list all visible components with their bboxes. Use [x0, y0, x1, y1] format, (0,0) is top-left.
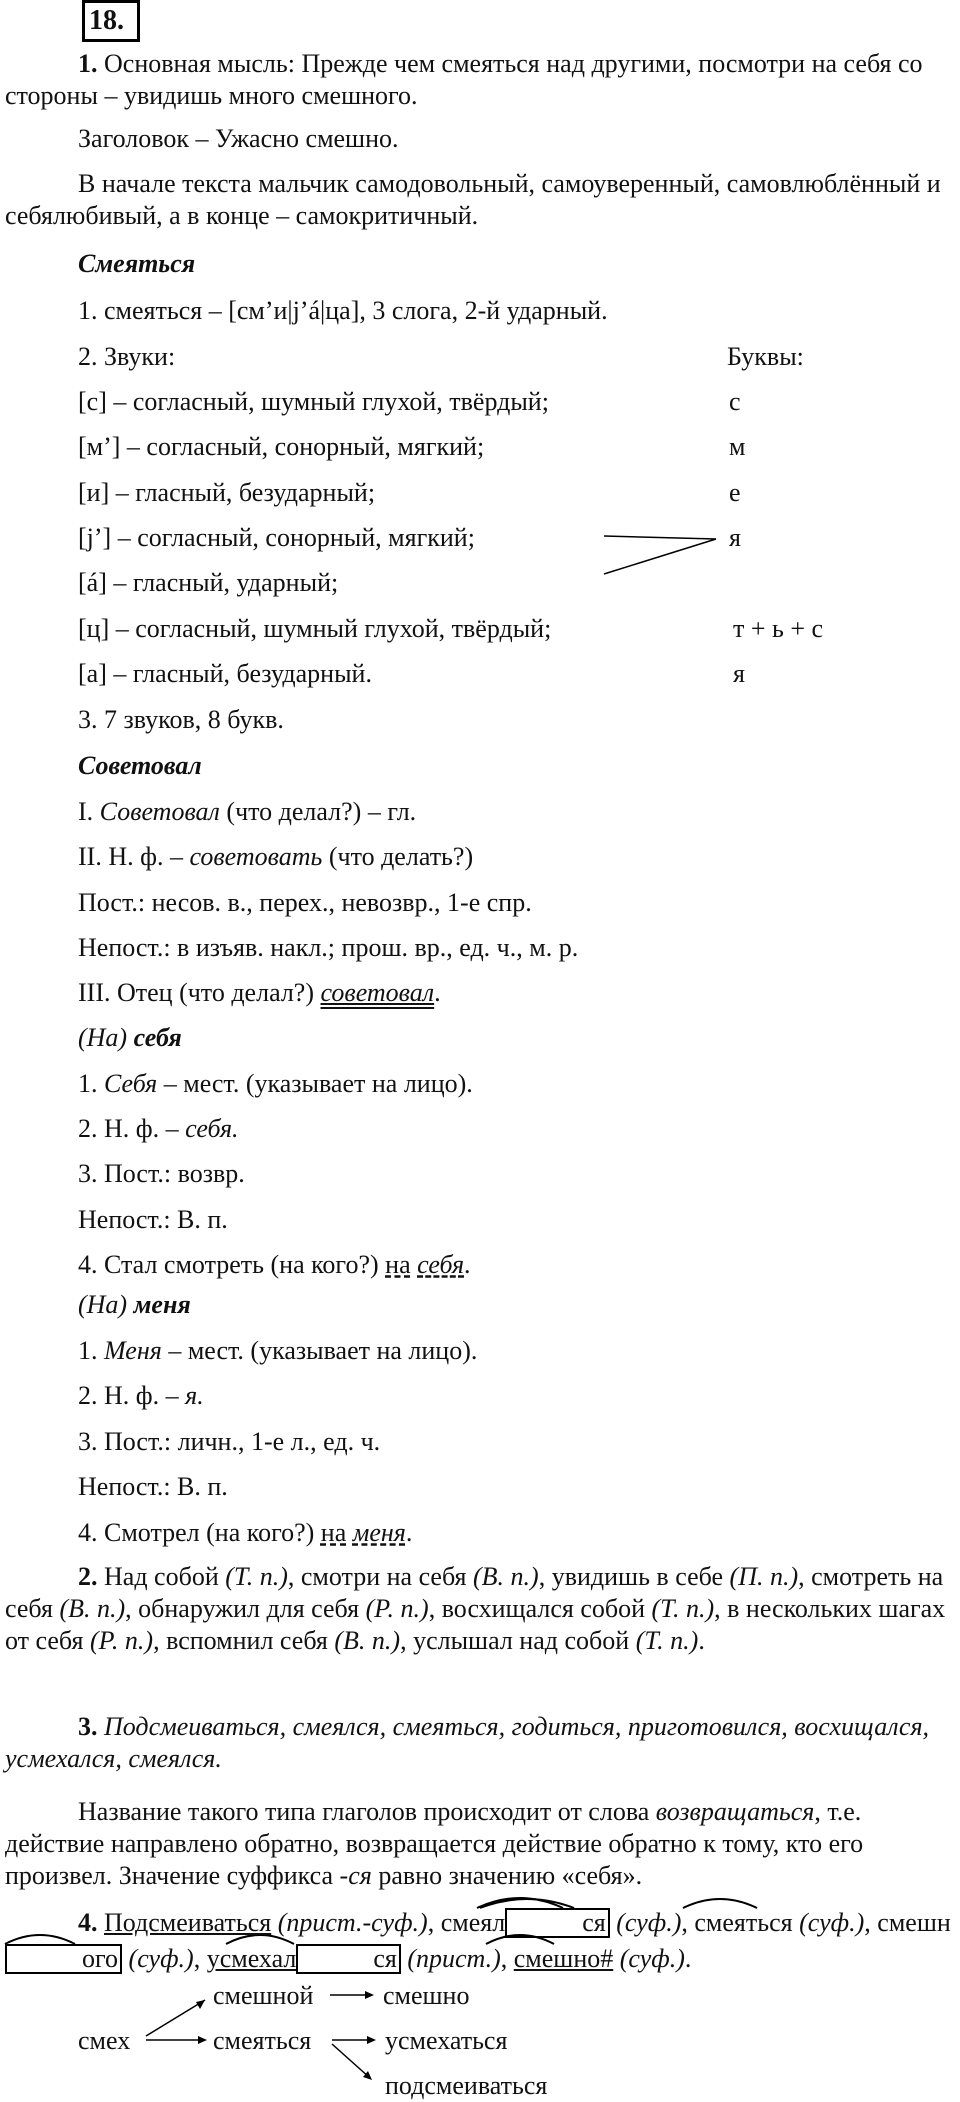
verb-list: Подсмеиваться, смеялся, смеяться, годиться, приготовился, восхищался, усмехался, смеялся.	[5, 1712, 930, 1773]
scheme-word: смеяться	[213, 2026, 312, 2055]
object: на	[385, 1250, 411, 1279]
text: .	[405, 1518, 413, 1547]
word: возвращаться	[655, 1797, 815, 1826]
letters-header: Буквы:	[727, 342, 804, 371]
menya-line-3: 3. Пост.: личн., 1-е л., ед. ч.	[78, 1427, 381, 1456]
sounds-header: 2. Звуки:	[78, 342, 176, 371]
word: смеял	[440, 1908, 506, 1937]
sound-row: [а] – гласный, безударный.	[78, 659, 372, 688]
transcription: 1. смеяться – [см’и|j’á|ца], 3 слога, 2-й ударный.	[78, 296, 608, 325]
text: I.	[78, 797, 100, 826]
text: ,	[681, 1908, 695, 1937]
text: – мест. (указывает на лицо).	[157, 1069, 473, 1098]
sovetoval-line-3: Пост.: несов. в., перех., невозвр., 1-е спр.	[78, 888, 532, 917]
text: .	[684, 1944, 692, 1973]
case-label: (В. п.)	[473, 1562, 539, 1591]
text: 2. Н. ф. –	[78, 1114, 186, 1143]
scheme-root: смех	[78, 2026, 131, 2055]
word: меня	[133, 1290, 191, 1319]
cases-paragraph	[5, 1561, 960, 1657]
word: Себя	[104, 1069, 158, 1098]
text: .	[464, 1250, 471, 1279]
paragraph-number: 4.	[78, 1908, 98, 1937]
note: (суф.)	[122, 1944, 194, 1973]
object: на	[320, 1518, 347, 1547]
text: , услышал над собой	[400, 1626, 636, 1655]
main-idea-text: Основная мысль: Прежде чем смеяться над другими, посмотри на себя со стороны – увидишь много смешного.	[5, 49, 923, 110]
note: (суф.)	[792, 1908, 865, 1937]
text: .	[698, 1626, 705, 1655]
letter-cell: е	[729, 478, 741, 507]
scheme-arrow	[332, 2044, 370, 2078]
sound-letter-connector	[604, 539, 716, 574]
text: .	[434, 978, 441, 1007]
text: Название такого типа глаголов происходит от слова	[78, 1797, 656, 1826]
object: себя	[417, 1250, 465, 1279]
menya-line-4: Непост.: В. п.	[78, 1472, 228, 1501]
word: смешн	[877, 1908, 951, 1937]
suffix: -ся	[339, 1861, 372, 1890]
text: ,	[427, 1908, 441, 1937]
text: , увидишь в себе	[538, 1562, 730, 1591]
text: II. Н. ф. –	[78, 842, 190, 871]
paragraph-number: 3.	[78, 1712, 98, 1741]
scheme-word: смешной	[213, 1981, 314, 2010]
text: 4. Смотрел (на кого?)	[78, 1518, 321, 1547]
menya-line-1	[78, 1335, 477, 1367]
text: – мест. (указывает на лицо).	[161, 1336, 478, 1365]
text: , обнаружил для себя	[125, 1594, 366, 1623]
sebya-line-1	[78, 1068, 473, 1100]
sound-row: [á] – гласный, ударный;	[78, 568, 339, 597]
case-label: (П. п.)	[729, 1562, 799, 1591]
word: смеяться	[694, 1908, 793, 1937]
text: (что делать?)	[322, 842, 474, 871]
case-label: (В. п.)	[334, 1626, 401, 1655]
menya-line-5	[78, 1517, 412, 1549]
sound-row: [ц] – согласный, шумный глухой, твёрдый;	[78, 614, 552, 643]
sebya-line-4: Непост.: В. п.	[78, 1205, 228, 1234]
sebya-line-3: 3. Пост.: возвр.	[78, 1159, 245, 1188]
letter-cell: с	[729, 387, 741, 416]
word: себя	[133, 1023, 182, 1052]
scheme-word: усмехаться	[385, 2026, 508, 2055]
note: (суф.)	[613, 1944, 685, 1973]
word: Меня	[104, 1336, 162, 1365]
text: 2. Н. ф. –	[78, 1381, 186, 1410]
task-number: 18.	[82, 0, 140, 42]
letter-cell: я	[733, 659, 745, 688]
sovetoval-line-1	[78, 796, 416, 828]
letter-cell: т + ь + с	[733, 614, 824, 643]
morpheme-paragraph	[5, 1905, 960, 1977]
verbs-paragraph	[5, 1711, 960, 1775]
text: ,	[500, 1944, 514, 1973]
ending-box: ого	[5, 1944, 122, 1974]
sound-row: [и] – гласный, безударный;	[78, 478, 376, 507]
text: 1.	[78, 1069, 104, 1098]
case-label: (Т. п.)	[651, 1594, 715, 1623]
scheme-arrow	[146, 2000, 205, 2036]
scheme-word: подсмеиваться	[385, 2071, 548, 2100]
arrow-head	[365, 1991, 374, 1999]
text: III. Отец (что делал?)	[78, 978, 321, 1007]
text: ,	[193, 1944, 207, 1973]
case-label: (Т. п.)	[225, 1562, 288, 1591]
note: (суф.)	[609, 1908, 682, 1937]
text: Над собой	[97, 1562, 226, 1591]
sebya-heading	[78, 1022, 182, 1054]
letter-cell: м	[729, 432, 746, 461]
sounds-total: 3. 7 звуков, 8 букв.	[78, 705, 284, 734]
text: (На)	[78, 1290, 134, 1319]
note: (прист.)	[400, 1944, 501, 1973]
menya-heading	[78, 1289, 191, 1321]
text: , вспомнил себя	[153, 1626, 335, 1655]
note: (прист.-суф.)	[271, 1908, 428, 1937]
text: ,	[864, 1908, 878, 1937]
text: 1.	[78, 1336, 104, 1365]
text: , в нескольких шагах от себя	[5, 1594, 946, 1655]
text: равно значению «себя».	[371, 1861, 643, 1890]
case-label: (Т. п.)	[635, 1626, 699, 1655]
word: себя.	[185, 1114, 239, 1143]
scheme-word: смешно	[383, 1981, 470, 2010]
text: , т.е. действие направлено обратно, возвращается действие обратно к тому, кто его произвел. Значение суффикса	[5, 1797, 864, 1890]
word: я.	[185, 1381, 204, 1410]
text: , смотри на себя	[287, 1562, 474, 1591]
sebya-line-5	[78, 1249, 471, 1281]
arrow-head	[367, 2036, 376, 2044]
word: советовать	[189, 842, 323, 871]
text: , восхищался собой	[428, 1594, 652, 1623]
sound-row: [j’] – согласный, сонорный, мягкий;	[78, 523, 475, 552]
paragraph-number: 1.	[78, 49, 98, 78]
sound-letter-connector	[604, 536, 716, 539]
text: (На)	[78, 1023, 134, 1052]
boy-description: В начале текста мальчик самодовольный, самоуверенный, самовлюблённый и себялюбивый, а в конце – самокритичный.	[5, 169, 941, 230]
word: Подсмеиваться	[104, 1908, 272, 1937]
text: , смотреть на себя	[5, 1562, 944, 1623]
letter-cell: я	[729, 523, 741, 552]
paragraph-number: 2.	[78, 1562, 98, 1591]
sound-row: [с] – согласный, шумный глухой, твёрдый;	[78, 387, 549, 416]
smeyatsya-heading: Смеяться	[78, 249, 196, 278]
word: Советовал	[99, 797, 220, 826]
text: (что делал?) – гл.	[219, 797, 417, 826]
sound-row: [м’] – согласный, сонорный, мягкий;	[78, 432, 485, 461]
sovetoval-heading: Советовал	[78, 751, 202, 780]
word: усмехал	[206, 1944, 297, 1973]
suffix-box: ся	[505, 1908, 610, 1938]
object: меня	[352, 1518, 406, 1547]
case-label: (Р. п.)	[89, 1626, 154, 1655]
text: 4. Стал смотреть (на кого?)	[78, 1250, 386, 1279]
case-label: (В. п.)	[59, 1594, 126, 1623]
sovetoval-line-2	[78, 841, 473, 873]
arrow-head	[198, 2036, 207, 2044]
sovetoval-line-4: Непост.: в изъяв. накл.; прош. вр., ед. ч., м. р.	[78, 933, 579, 962]
menya-line-2	[78, 1380, 204, 1412]
predicate: советовал	[320, 978, 435, 1007]
sovetoval-line-5	[78, 977, 441, 1009]
explanation-paragraph	[5, 1796, 960, 1892]
sebya-line-2	[78, 1113, 239, 1145]
title-line: Заголовок – Ужасно смешно.	[78, 124, 399, 153]
suffix-box: ся	[296, 1944, 401, 1974]
word: смешно#	[513, 1944, 614, 1973]
case-label: (Р. п.)	[365, 1594, 429, 1623]
